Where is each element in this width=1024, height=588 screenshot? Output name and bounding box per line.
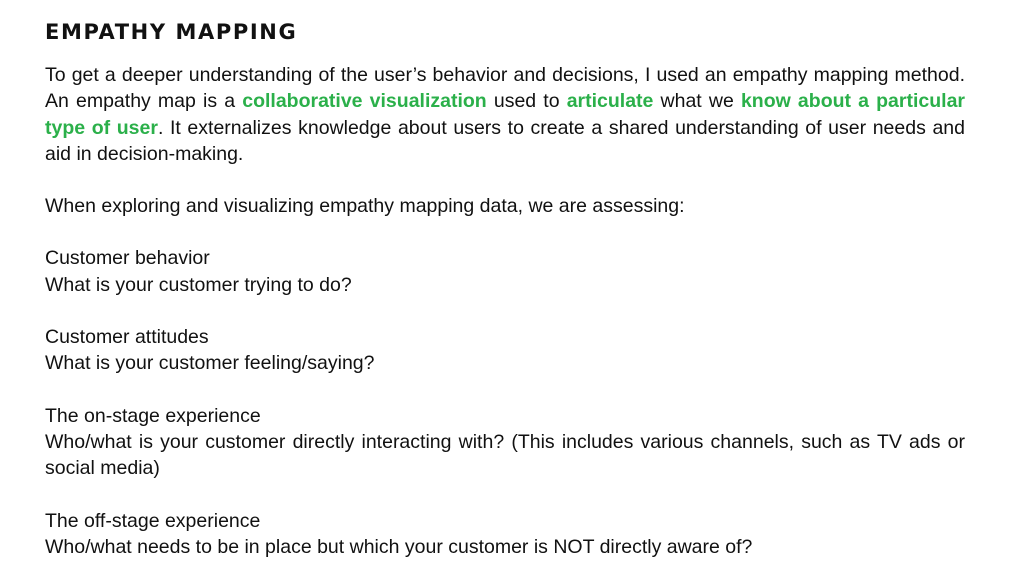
assessing-line: When exploring and visualizing empathy mapping data, we are assessing: <box>45 195 685 218</box>
section-heading: Customer behavior <box>45 247 210 270</box>
highlight-know-about-user: know about a particular type of user <box>45 90 966 139</box>
spacer <box>45 298 965 324</box>
section-heading: The off-stage experience <box>45 509 261 532</box>
spacer <box>45 219 965 245</box>
intro-text-4: . It externalizes knowledge about users to create a shared understanding of user needs and aid in decision-making. <box>45 116 965 165</box>
section-question: Who/what is your customer directly interacting with? (This includes various channels, such as TV ads or social media) <box>45 430 965 480</box>
spacer <box>45 167 965 193</box>
spacer <box>45 377 965 403</box>
section-on-stage-experience <box>45 403 965 482</box>
page-title: EMPATHY MAPPING <box>45 20 298 44</box>
section-customer-behavior <box>45 245 965 298</box>
section-heading: The on-stage experience <box>45 404 261 427</box>
section-customer-attitudes <box>45 324 965 377</box>
document-page <box>45 18 965 560</box>
intro-text-3: what we <box>653 90 741 113</box>
highlight-articulate: articulate <box>566 90 654 113</box>
intro-text-1: To get a deeper understanding of the user’s behavior and decisions, I used an empathy mapping method. An empathy map is a <box>45 64 965 113</box>
highlight-collaborative-visualization: collaborative visualization <box>242 90 487 113</box>
section-question: What is your customer trying to do? <box>45 273 352 296</box>
intro-paragraph <box>45 62 965 167</box>
section-question: Who/what needs to be in place but which your customer is NOT directly aware of? <box>45 535 753 558</box>
section-heading: Customer attitudes <box>45 326 209 349</box>
spacer <box>45 482 965 508</box>
intro-text-2: used to <box>486 90 567 113</box>
section-question: What is your customer feeling/saying? <box>45 352 375 375</box>
section-off-stage-experience <box>45 508 965 561</box>
